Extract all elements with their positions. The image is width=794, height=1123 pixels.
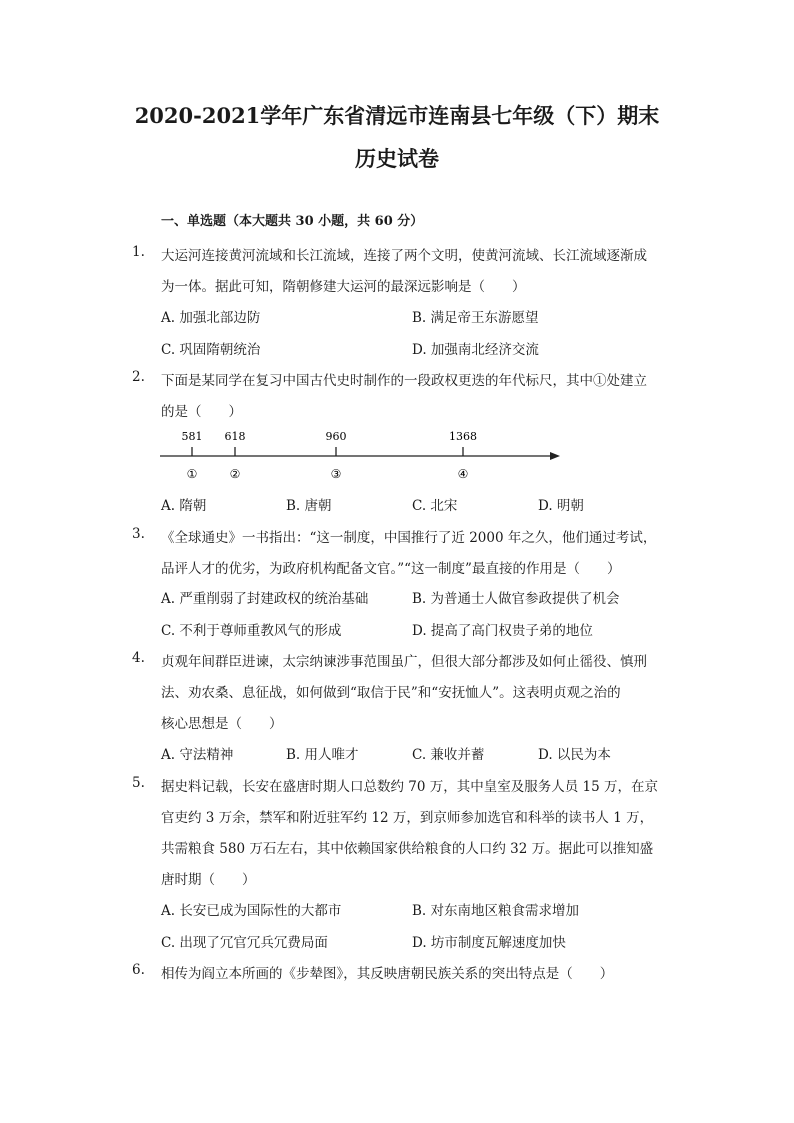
option-b[interactable]: B. 唐朝 — [286, 498, 332, 514]
option-d[interactable]: D. 提高了高门权贵子弟的地位 — [412, 623, 593, 639]
question-text-line: 法、劝农桑、息征战，如何做到“取信于民”和“安抚恤人”。这表明贞观之治的 — [161, 685, 621, 701]
question-text-line: 下面是某同学在复习中国古代史时制作的一段政权更迭的年代标尺，其中①处建立 — [161, 373, 647, 389]
timeline-period-mark: ② — [229, 467, 241, 481]
section-heading: 一、单选题（本大题共 30 小题，共 60 分） — [161, 214, 424, 229]
option-c[interactable]: C. 出现了冗官冗兵冗费局面 — [161, 935, 328, 951]
option-a[interactable]: A. 隋朝 — [161, 498, 207, 514]
question-text-line: 据史料记载，长安在盛唐时期人口总数约 70 万，其中皇室及服务人员 15 万，在京 — [161, 779, 659, 795]
question-number: 2. — [132, 369, 145, 385]
exam-title-line-1: 2020-2021学年广东省清远市连南县七年级（下）期末 — [134, 103, 660, 128]
option-c[interactable]: C. 巩固隋朝统治 — [161, 342, 261, 358]
question-text-line: 核心思想是（ ） — [161, 716, 283, 732]
option-a[interactable]: A. 严重削弱了封建政权的统治基础 — [161, 591, 369, 607]
question-text-line: 相传为阎立本所画的《步辇图》，其反映唐朝民族关系的突出特点是（ ） — [161, 966, 614, 982]
option-d[interactable]: D. 以民为本 — [538, 747, 611, 763]
option-d[interactable]: D. 明朝 — [538, 498, 584, 514]
option-d[interactable]: D. 坊市制度瓦解速度加快 — [412, 935, 566, 951]
question-number: 4. — [132, 650, 145, 666]
option-a[interactable]: A. 加强北部边防 — [161, 310, 261, 326]
option-b[interactable]: B. 用人唯才 — [286, 747, 359, 763]
question-text-line: 为一体。据此可知，隋朝修建大运河的最深远影响是（ ） — [161, 279, 526, 295]
timeline-year-label: 618 — [224, 430, 246, 443]
question-text-line: 品评人才的优劣，为政府机构配备文官。”“这一制度”最直接的作用是（ ） — [161, 561, 621, 577]
option-d[interactable]: D. 加强南北经济交流 — [412, 342, 539, 358]
option-a[interactable]: A. 长安已成为国际性的大都市 — [161, 903, 342, 919]
timeline-ruler — [150, 425, 570, 487]
question-number: 5. — [132, 775, 145, 791]
exam-title-line-2: 历史试卷 — [355, 146, 439, 171]
timeline-year-label: 1368 — [449, 430, 477, 443]
timeline-arrow — [550, 452, 560, 460]
question-number: 3. — [132, 526, 145, 542]
question-text-line: 唐时期（ ） — [161, 872, 256, 888]
question-text-line: 官吏约 3 万余，禁军和附近驻军约 12 万，到京师参加选官和科举的读书人 1 万， — [161, 810, 654, 826]
option-c[interactable]: C. 北宋 — [412, 498, 458, 514]
option-c[interactable]: C. 不利于尊师重教风气的形成 — [161, 623, 342, 639]
question-number: 1. — [132, 244, 145, 260]
question-text-line: 大运河连接黄河流域和长江流域，连接了两个文明，使黄河流域、长江流域逐渐成 — [161, 248, 647, 264]
timeline-period-mark: ④ — [457, 467, 469, 481]
option-b[interactable]: B. 为普通士人做官参政提供了机会 — [412, 591, 620, 607]
timeline-year-label: 960 — [325, 430, 347, 443]
question-text-line: 《全球通史》一书指出：“这一制度，中国推行了近 2000 年之久，他们通过考试， — [161, 530, 657, 546]
question-text-line: 共需粮食 580 万石左右，其中依赖国家供给粮食的人口约 32 万。据此可以推知盛 — [161, 841, 654, 857]
question-text-line: 的是（ ） — [161, 404, 242, 420]
timeline-period-mark: ① — [186, 467, 198, 481]
option-b[interactable]: B. 对东南地区粮食需求增加 — [412, 903, 580, 919]
timeline-year-label: 581 — [181, 430, 203, 443]
timeline-period-mark: ③ — [330, 467, 342, 481]
option-a[interactable]: A. 守法精神 — [161, 747, 234, 763]
option-c[interactable]: C. 兼收并蓄 — [412, 747, 485, 763]
question-number: 6. — [132, 962, 145, 978]
option-b[interactable]: B. 满足帝王东游愿望 — [412, 310, 539, 326]
question-text-line: 贞观年间群臣进谏，太宗纳谏涉事范围虽广，但很大部分都涉及如何止徭役、慎刑 — [161, 654, 647, 670]
